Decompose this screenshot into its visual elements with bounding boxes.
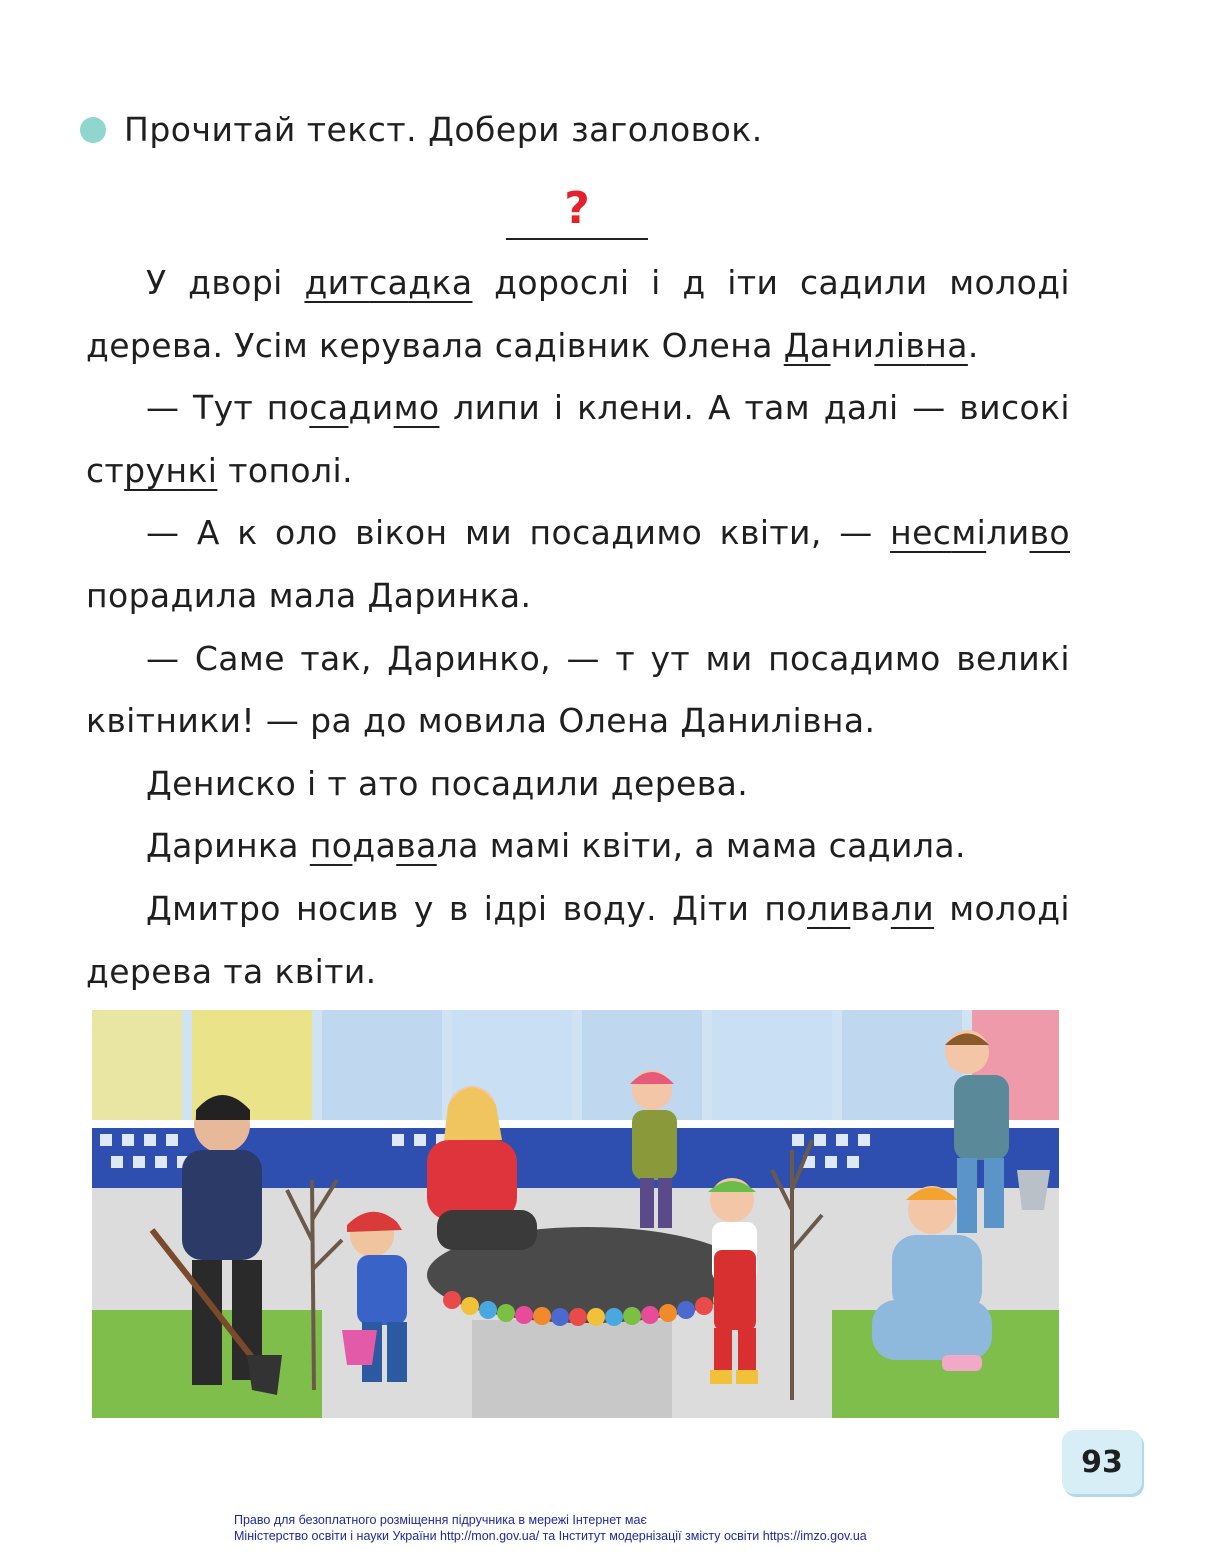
paragraph-4: — Саме так, Даринко, — т ут ми посадимо великі квітники! — ра до мовила Олена Данилівна. (86, 638, 1070, 741)
footer-notice (234, 1512, 1134, 1544)
paragraph-1: У дворі дитсадка дорослі і д іти садили молоді дерева. Усім керувала садівник Олена Данилівна. (86, 263, 1070, 365)
paragraph-6: Даринка подавала мамі квіти, а мама садила. (146, 826, 966, 866)
page-number: 93 (1062, 1430, 1142, 1494)
paragraph-5: Дениско і т ато посадили дерева. (146, 763, 749, 803)
illustration-svg (92, 1010, 1059, 1418)
paragraph-2: — Тут посадимо липи і клени. А там далі — високі стрункі тополі. (86, 388, 1070, 490)
instruction-text: Прочитай текст. Добери заголовок. (124, 110, 763, 149)
title-blank (506, 183, 648, 240)
instruction (80, 110, 763, 149)
footer-line-1: Право для безоплатного розміщення підручника в мережі Інтернет має (234, 1513, 647, 1527)
footer-line-2: Міністерство освіти і науки України http://mon.gov.ua/ та Інститут модернізації змісту освіти https://imzo.gov.ua (234, 1529, 867, 1543)
question-mark-icon: ? (564, 183, 590, 234)
paragraph-3: — А к оло вікон ми посадимо квіти, — несміливо порадила мала Даринка. (86, 513, 1070, 615)
planting-illustration (92, 1010, 1059, 1418)
paragraph-7: Дмитро носив у в ідрі воду. Діти поливали молоді дерева та квіти. (86, 888, 1070, 991)
bullet-dot-icon (80, 117, 106, 143)
story-text (86, 252, 1070, 1003)
